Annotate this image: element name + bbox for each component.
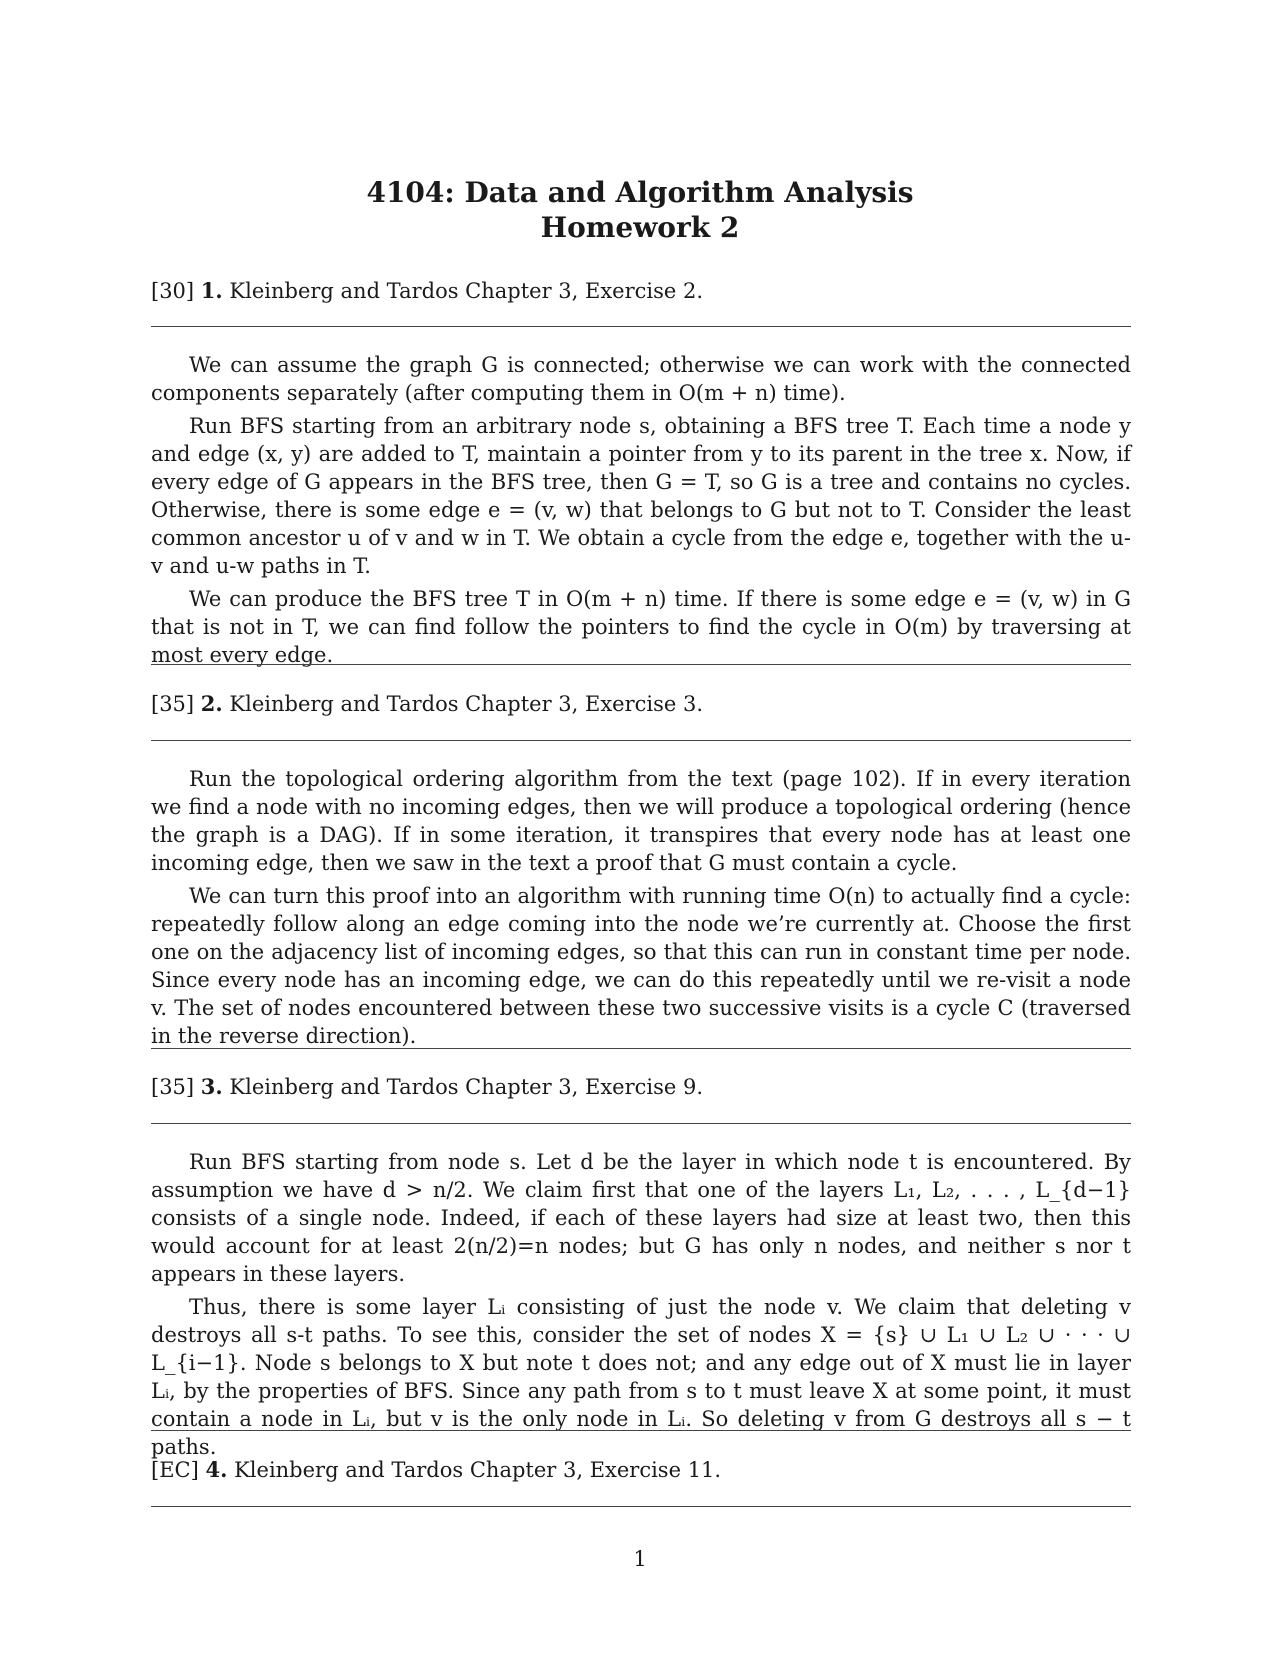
- divider: [151, 1123, 1131, 1124]
- problem-1-text: Kleinberg and Tardos Chapter 3, Exercise 2.: [229, 279, 704, 303]
- problem-1-solution: [151, 351, 1131, 674]
- solution-paragraph: Run BFS starting from an arbitrary node s, obtaining a BFS tree T. Each time a node y and edge (x, y) are added to T, maintain a pointer from y to its parent in the tree x. Now, if every edge of G appears in the BFS tree, then G = T, so G is a tree and contains no cycles. Otherwise, there is some edge e = (v, w) that belongs to G but not to T. Consider the least common ancestor u of v and w in T. We obtain a cycle from the edge e, together with the u-v and u-w paths in T.: [151, 414, 1131, 578]
- problem-2-statement: [151, 690, 703, 718]
- problem-4-statement: [151, 1456, 721, 1484]
- problem-2-number: 2.: [200, 691, 223, 716]
- problem-3-text: Kleinberg and Tardos Chapter 3, Exercise 9.: [229, 1075, 704, 1099]
- solution-paragraph: We can produce the BFS tree T in O(m + n) time. If there is some edge e = (v, w) in G that is not in T, we can find follow the pointers to find the cycle in O(m) by traversing at most every edge.: [151, 587, 1131, 667]
- document-subtitle: Homework 2: [540, 211, 740, 244]
- problem-2-solution: [151, 765, 1131, 1055]
- problem-2-points: [35]: [151, 692, 195, 716]
- problem-1-points: [30]: [151, 279, 195, 303]
- problem-1-number: 1.: [200, 278, 223, 303]
- divider: [151, 1048, 1131, 1049]
- solution-paragraph: Run the topological ordering algorithm from the text (page 102). If in every iteration we find a node with no incoming edges, then we will produce a topological ordering (hence the graph is a DAG). If in some iteration, it transpires that every node has at least one incoming edge, then we saw in the text a proof that G must contain a cycle.: [151, 767, 1131, 875]
- solution-paragraph: We can turn this proof into an algorithm with running time O(n) to actually find a cycle: repeatedly follow along an edge coming into the node we’re currently at. Choose the first one on the adjacency list of incoming edges, so that this can run in constant time per node. Since every node has an incoming edge, we can do this repeatedly until we re-visit a node v. The set of nodes encountered between these two successive visits is a cycle C (traversed in the reverse direction).: [151, 884, 1131, 1048]
- problem-4-points: [EC]: [151, 1458, 199, 1482]
- problem-3-statement: [151, 1073, 703, 1101]
- divider: [151, 1506, 1131, 1507]
- page-number: 1: [633, 1547, 647, 1571]
- problem-1-statement: [151, 277, 703, 305]
- divider: [151, 664, 1131, 665]
- problem-4-text: Kleinberg and Tardos Chapter 3, Exercise 11.: [234, 1458, 722, 1482]
- problem-3-points: [35]: [151, 1075, 195, 1099]
- problem-4-number: 4.: [205, 1457, 228, 1482]
- divider: [151, 326, 1131, 327]
- document-title: 4104: Data and Algorithm Analysis: [366, 176, 914, 209]
- problem-2-text: Kleinberg and Tardos Chapter 3, Exercise 3.: [229, 692, 704, 716]
- solution-paragraph: Run BFS starting from node s. Let d be the layer in which node t is encountered. By assumption we have d > n/2. We claim first that one of the layers L₁, L₂, . . . , L_{d−1} consists of a single node. Indeed, if each of these layers had size at least two, then this would account for at least 2(n/2)=n nodes; but G has only n nodes, and neither s nor t appears in these layers.: [151, 1150, 1131, 1286]
- problem-3-number: 3.: [200, 1074, 223, 1099]
- divider: [151, 740, 1131, 741]
- divider: [151, 1430, 1131, 1431]
- problem-3-solution: [151, 1148, 1131, 1466]
- solution-paragraph: We can assume the graph G is connected; otherwise we can work with the connected components separately (after computing them in O(m + n) time).: [151, 353, 1131, 405]
- solution-paragraph: Thus, there is some layer Lᵢ consisting of just the node v. We claim that deleting v destroys all s-t paths. To see this, consider the set of nodes X = {s} ∪ L₁ ∪ L₂ ∪ · · · ∪ L_{i−1}. Node s belongs to X but note t does not; and any edge out of X must lie in layer Lᵢ, by the properties of BFS. Since any path from s to t must leave X at some point, it must contain a node in Lᵢ, but v is the only node in Lᵢ. So deleting v from G destroys all s − t paths.: [151, 1295, 1131, 1459]
